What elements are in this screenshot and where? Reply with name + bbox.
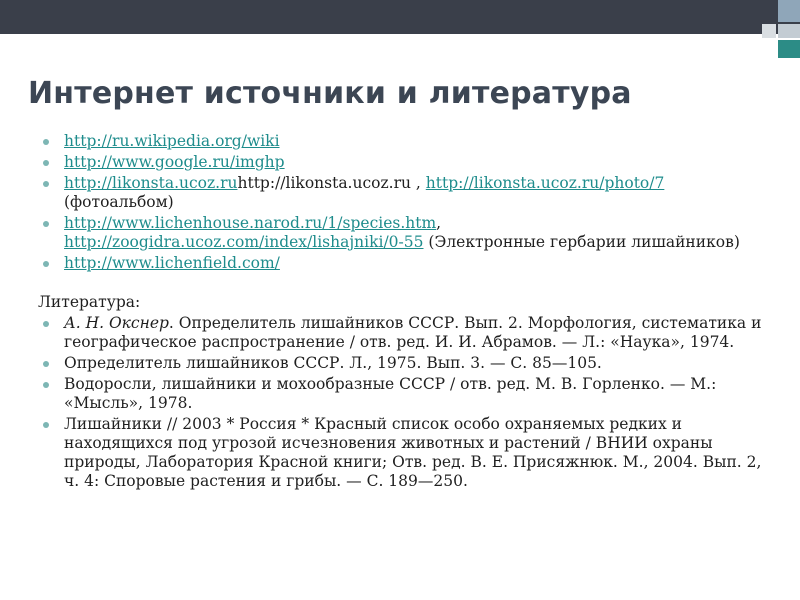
literature-text: Лишайники // 2003 * Россия * Красный список особо охраняемых редких и находящихся под угрозой исчезновения животных и растений / ВНИИ охраны природы, Лаборатория Красной книги; Отв. ред. В. Е. Присяжнюк. М., 2004. Вып. 2, ч. 4: Споровые растения и грибы. — С. 189—250.: [64, 415, 762, 490]
list-item: [38, 415, 778, 491]
decor-tile: [778, 24, 800, 38]
separator: ,: [436, 214, 442, 232]
link-likonsta[interactable]: http://likonsta.ucoz.ru: [64, 174, 238, 192]
slide-content: [38, 132, 778, 493]
list-item: [38, 314, 778, 352]
decor-tile: [778, 0, 800, 22]
link-google-images[interactable]: http://www.google.ru/imghp: [64, 153, 285, 171]
list-item: [38, 214, 778, 252]
list-item: [38, 132, 778, 151]
corner-decoration: [760, 0, 800, 60]
link-lichenhouse[interactable]: http://www.lichenhouse.narod.ru/1/species.htm: [64, 214, 437, 232]
internet-sources-list: [38, 132, 778, 273]
link-note: (фотоальбом): [64, 193, 174, 211]
list-item: [38, 174, 778, 212]
literature-text: . Определитель лишайников СССР. Вып. 2. Морфология, систематика и географическое распространение / отв. ред. И. И. Абрамов. — Л.: «Наука», 1974.: [64, 314, 762, 351]
link-zoogidra[interactable]: http://zoogidra.ucoz.com/index/lishajniki/0-55: [64, 233, 424, 251]
literature-text: Определитель лишайников СССР. Л., 1975. Вып. 3. — С. 85—105.: [64, 354, 602, 372]
list-item: [38, 375, 778, 413]
list-item: [38, 354, 778, 373]
literature-list: [38, 314, 778, 491]
list-item: [38, 153, 778, 172]
literature-heading: Литература:: [38, 293, 141, 311]
decor-tile: [778, 40, 800, 58]
literature-text: Водоросли, лишайники и мохообразные СССР / отв. ред. М. В. Горленко. — М.: «Мысль», 1978.: [64, 375, 717, 412]
link-note: (Электронные гербарии лишайников): [423, 233, 740, 251]
link-likonsta-photo[interactable]: http://likonsta.ucoz.ru/photo/7: [425, 174, 665, 192]
top-bar: [0, 0, 800, 34]
link-lichenfield[interactable]: http://www.lichenfield.com/: [64, 254, 280, 272]
decor-tile: [762, 24, 776, 38]
plain-url-text: http://likonsta.ucoz.ru ,: [237, 174, 421, 192]
list-item: [38, 254, 778, 273]
author-name: А. Н. Окснер: [64, 314, 169, 332]
link-wikipedia[interactable]: http://ru.wikipedia.org/wiki: [64, 132, 280, 150]
slide-title: Интернет источники и литература: [28, 76, 632, 111]
